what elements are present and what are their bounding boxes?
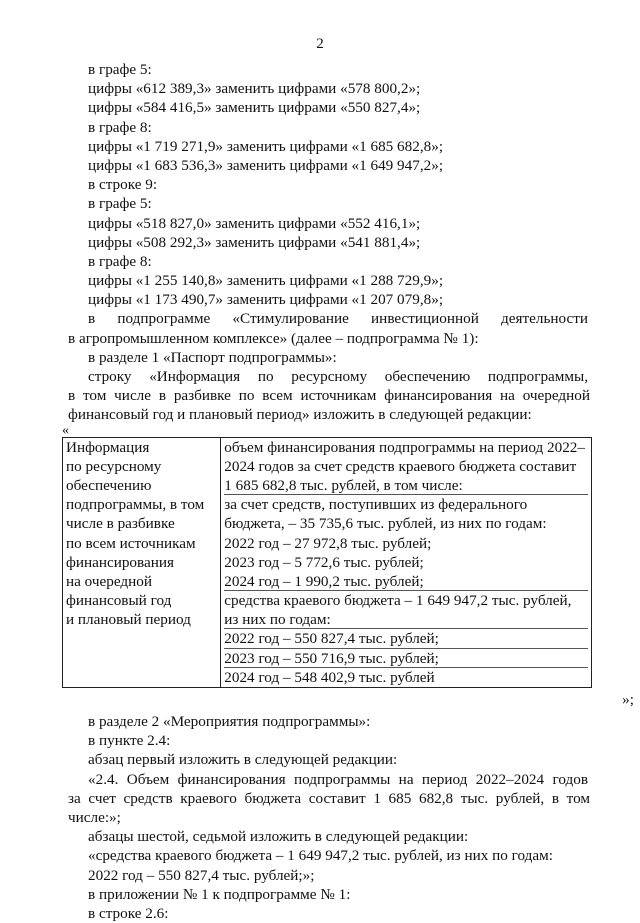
cell-text-line: финансовый год <box>66 592 172 610</box>
cell-text-line: и плановый период <box>66 611 191 629</box>
cell-text-line: 2024 год – 548 402,9 тыс. рублей <box>224 668 435 686</box>
text-line: цифры «1 173 490,7» заменить цифрами «1 207 079,8»; <box>88 291 444 309</box>
cell-text-line: 2022 год – 27 972,8 тыс. рублей; <box>224 534 432 552</box>
text-line: 2022 год – 550 827,4 тыс. рублей;»; <box>88 866 315 884</box>
text-line: в графе 8: <box>88 118 152 136</box>
paragraph-2-4-line-1: «2.4. Объем финансирования подпрограммы на период 2022–2024 годов <box>88 770 588 788</box>
text-line: в пункте 2.4: <box>88 732 171 750</box>
text-line: цифры «1 255 140,8» заменить цифрами «1 288 729,9»; <box>88 272 444 290</box>
page-number: 2 <box>316 36 324 52</box>
text-line: в графе 5: <box>88 195 152 213</box>
cell-text-line: по ресурсному <box>66 457 162 475</box>
info-paragraph-line-3: финансовый год и плановый период» изложить в следующей редакции: <box>68 406 532 424</box>
info-paragraph-line-2: в том числе в разбивке по всем источникам финансирования на очередной <box>68 387 590 405</box>
text-line: в графе 5: <box>88 61 152 78</box>
text-line: в разделе 2 «Мероприятия подпрограммы»: <box>88 713 371 730</box>
passport-table <box>62 437 592 688</box>
cell-text-line: объем финансирования подпрограммы на период 2022– <box>224 438 585 456</box>
opening-quote: « <box>62 422 69 438</box>
text-line: абзац первый изложить в следующей редакции: <box>88 751 398 769</box>
paragraph-2-4-line-3: числе:»; <box>68 808 121 826</box>
text-line: цифры «1 683 536,3» заменить цифрами «1 649 947,2»; <box>88 156 444 174</box>
cell-text-line: 2023 год – 550 716,9 тыс. рублей; <box>224 649 588 668</box>
cell-text-line: 2023 год – 5 772,6 тыс. рублей; <box>224 553 424 571</box>
table-cell-content <box>221 437 592 687</box>
text-line: в графе 8: <box>88 252 152 270</box>
text-line: в строке 2.6: <box>88 904 169 922</box>
table-row <box>63 437 592 687</box>
text-line: в приложении № 1 к подпрограмме № 1: <box>88 885 351 903</box>
cell-text-line: 1 685 682,8 тыс. рублей, в том числе: <box>224 476 588 495</box>
section-1-line: в разделе 1 «Паспорт подпрограммы»: <box>88 348 337 366</box>
cell-text-line: на очередной <box>66 572 152 590</box>
cell-text-line: числе в разбивке <box>66 515 175 533</box>
table-cell-label <box>63 437 221 687</box>
cell-text-line: по всем источникам <box>66 534 196 552</box>
text-line: цифры «508 292,3» заменить цифрами «541 881,4»; <box>88 233 421 251</box>
text-line: цифры «518 827,0» заменить цифрами «552 416,1»; <box>88 214 421 232</box>
cell-text-line: 2022 год – 550 827,4 тыс. рублей; <box>224 629 588 648</box>
text-line: цифры «612 389,3» заменить цифрами «578 800,2»; <box>88 80 421 98</box>
cell-text-line: бюджета, – 35 735,6 тыс. рублей, из них по годам: <box>224 515 547 533</box>
cell-text-line: за счет средств, поступивших из федерального <box>224 496 528 514</box>
text-line: абзацы шестой, седьмой изложить в следующей редакции: <box>88 828 469 846</box>
text-line: «средства краевого бюджета – 1 649 947,2 тыс. рублей, из них по годам: <box>88 847 553 865</box>
subprogram-paragraph-line-1: в подпрограмме «Стимулирование инвестиционной деятельности <box>88 310 588 328</box>
cell-text-line: 2024 годов за счет средств краевого бюджета составит <box>224 457 577 475</box>
cell-text-line: 2024 год – 1 990,2 тыс. рублей; <box>224 572 588 591</box>
cell-text-line: подпрограммы, в том <box>66 496 205 514</box>
cell-text-line: обеспечению <box>66 476 152 494</box>
paragraph-2-4-line-2: за счет средств краевого бюджета составит 1 685 682,8 тыс. рублей, в том <box>68 789 590 807</box>
cell-text-line: Информация <box>66 438 150 456</box>
cell-text-line: из них по годам: <box>224 610 588 629</box>
text-line: цифры «584 416,5» заменить цифрами «550 827,4»; <box>88 99 421 117</box>
closing-quote: »; <box>622 691 634 708</box>
text-line: цифры «1 719 271,9» заменить цифрами «1 685 682,8»; <box>88 137 444 155</box>
subprogram-paragraph-line-2: в агропромышленном комплексе» (далее – подпрограмма № 1): <box>68 329 479 347</box>
info-paragraph-line-1: строку «Информация по ресурсному обеспечению подпрограммы, <box>88 368 588 385</box>
document-body <box>62 60 634 923</box>
text-line: в строке 9: <box>88 176 158 194</box>
cell-text-line: финансирования <box>66 553 174 571</box>
cell-text-line: средства краевого бюджета – 1 649 947,2 тыс. рублей, <box>224 592 572 610</box>
